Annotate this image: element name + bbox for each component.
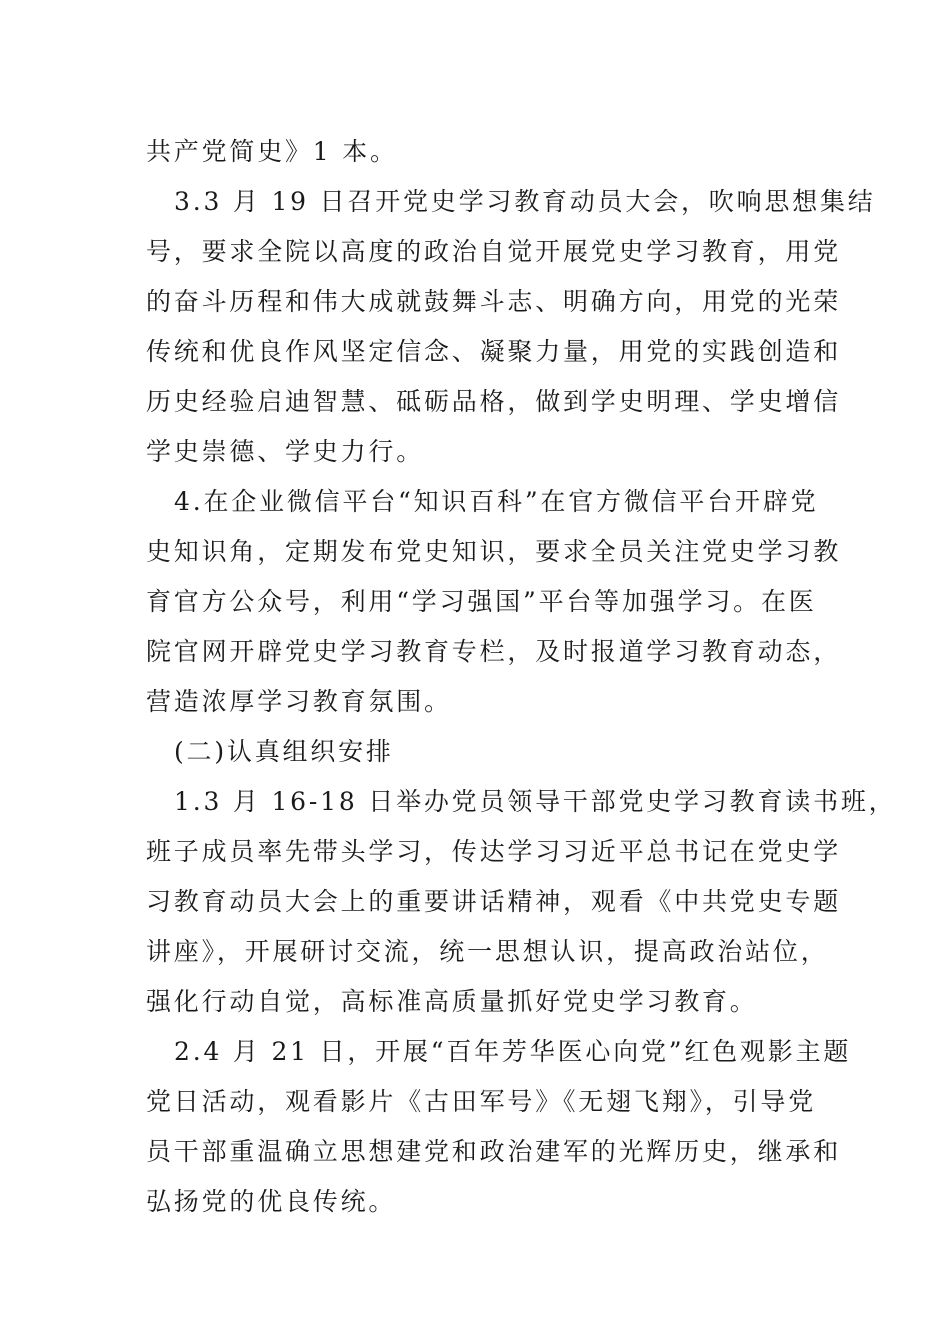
document-line: 4.在企业微信平台“知识百科”在官方微信平台开辟党 <box>174 487 819 516</box>
document-line: 2.4 月 21 日，开展“百年芳华医心向党”红色观影主题 <box>174 1037 852 1066</box>
document-line: 党日活动，观看影片《古田军号》《无翅飞翔》，引导党 <box>146 1087 817 1116</box>
document-line: 弘扬党的优良传统。 <box>146 1187 397 1216</box>
document-line: 强化行动自觉，高标准高质量抓好党史学习教育。 <box>146 987 758 1016</box>
document-line: 营造浓厚学习教育氛围。 <box>146 687 452 716</box>
document-body <box>146 127 897 1227</box>
document-line: 的奋斗历程和伟大成就鼓舞斗志、明确方向，用党的光荣 <box>146 287 842 316</box>
document-line: 3.3 月 19 日召开党史学习教育动员大会，吹响思想集结 <box>174 187 876 216</box>
document-line: 学史崇德、学史力行。 <box>146 437 425 466</box>
document-line: 育官方公众号，利用“学习强国”平台等加强学习。在医 <box>146 587 817 616</box>
document-line: 史知识角，定期发布党史知识，要求全员关注党史学习教 <box>146 537 842 566</box>
document-line: 历史经验启迪智慧、砥砺品格，做到学史明理、学史增信 <box>146 387 842 416</box>
document-line: 讲座》，开展研讨交流，统一思想认识，提高政治站位， <box>146 937 829 966</box>
document-line: 1.3 月 16-18 日举办党员领导干部党史学习教育读书班， <box>174 787 897 816</box>
document-line: 员干部重温确立思想建党和政治建军的光辉历史，继承和 <box>146 1137 842 1166</box>
document-line: (二)认真组织安排 <box>174 737 394 766</box>
document-line: 共产党简史》1 本。 <box>146 137 398 166</box>
document-line: 传统和优良作风坚定信念、凝聚力量，用党的实践创造和 <box>146 337 842 366</box>
document-line: 院官网开辟党史学习教育专栏，及时报道学习教育动态， <box>146 637 842 666</box>
document-line: 习教育动员大会上的重要讲话精神，观看《中共党史专题 <box>146 887 842 916</box>
document-line: 班子成员率先带头学习，传达学习习近平总书记在党史学 <box>146 837 842 866</box>
document-line: 号，要求全院以高度的政治自觉开展党史学习教育，用党 <box>146 237 842 266</box>
